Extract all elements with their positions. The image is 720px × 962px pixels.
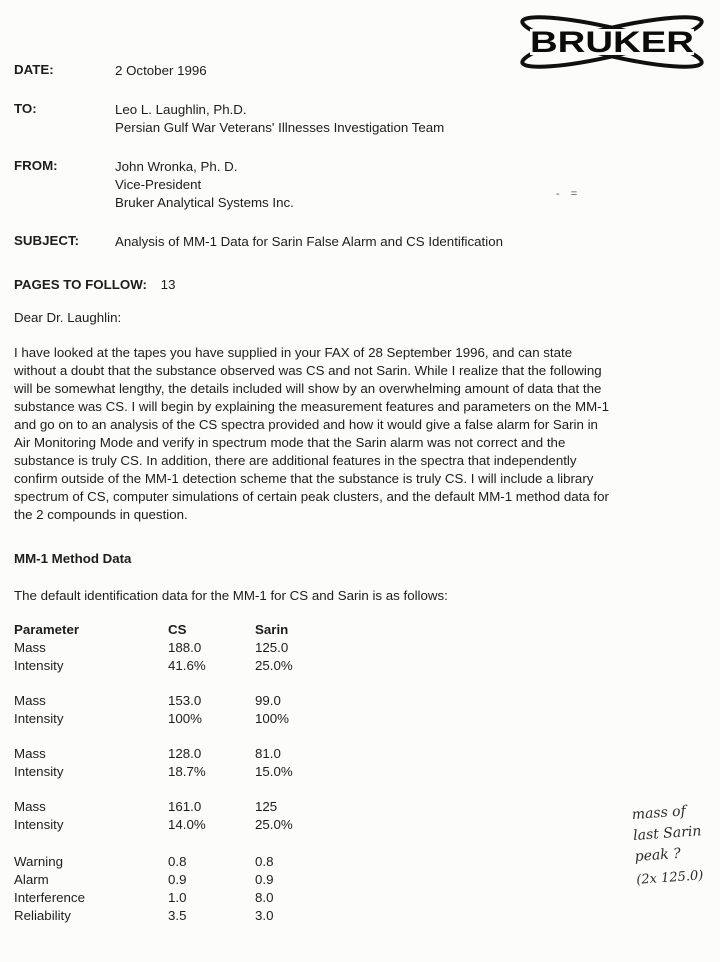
pages-label: PAGES TO FOLLOW: <box>14 277 147 292</box>
handwritten-note-line: mass of <box>631 803 687 824</box>
cs-cell: 14.0% <box>168 817 206 832</box>
sarin-cell: 0.8 <box>255 854 274 869</box>
to-recipient-org: Persian Gulf War Veterans' Illnesses Investigation Team <box>115 120 445 135</box>
param-cell: Intensity <box>14 711 64 726</box>
to-label: TO: <box>14 101 37 116</box>
param-cell: Warning <box>14 854 64 869</box>
sarin-cell: 3.0 <box>255 908 274 923</box>
table-row <box>14 816 618 834</box>
param-cell: Reliability <box>14 908 71 923</box>
date-label: DATE: <box>14 62 54 77</box>
table-intro: The default identification data for the MM-1 for CS and Sarin is as follows: <box>14 588 448 603</box>
sarin-cell: 100% <box>255 711 290 726</box>
memo-field-from <box>14 158 618 212</box>
sarin-cell: 8.0 <box>255 890 274 905</box>
cs-cell: 1.0 <box>168 890 187 905</box>
table-row <box>14 745 618 763</box>
param-cell: Intensity <box>14 764 64 779</box>
from-sender-company: Bruker Analytical Systems Inc. <box>115 195 294 210</box>
cs-cell: 100% <box>168 711 203 726</box>
sarin-cell: 25.0% <box>255 658 293 673</box>
pages-to-follow <box>14 276 618 294</box>
memo-content <box>14 62 618 925</box>
table-header-row <box>14 621 618 639</box>
handwritten-note-line: (2x 125.0) <box>635 868 704 888</box>
param-cell: Intensity <box>14 817 64 832</box>
sarin-cell: 0.9 <box>255 872 274 887</box>
sarin-cell: 15.0% <box>255 764 293 779</box>
cs-cell: 161.0 <box>168 799 202 814</box>
handwritten-note-line: peak ? <box>634 845 682 865</box>
header-parameter: Parameter <box>14 622 80 637</box>
cs-cell: 188.0 <box>168 640 202 655</box>
cs-cell: 0.8 <box>168 854 187 869</box>
memo-field-to <box>14 101 618 137</box>
body-paragraph: I have looked at the tapes you have supplied in your FAX of 28 September 1996, and can state without a doubt that the substance observed was CS and not Sarin. While I realize that the following will be somewhat lengthy, the details included will show by an overwhelming amount of data that the substance was CS. I will begin by explaining the measurement features and parameters on the MM-1 and go on to an analysis of the CS spectra provided and how it would give a false alarm for Sarin in Air Monitoring Mode and verify in spectrum mode that the Sarin alarm was not correct and the substance is truly CS. In addition, there are additional features in the spectra that independently confirm outside of the MM-1 detection scheme that the substance is truly CS. I will include a library spectrum of CS, computer simulations of certain peak clusters, and the default MM-1 method data for the 2 compounds in question. <box>14 345 609 522</box>
handwritten-note-line: last Sarin <box>632 823 702 845</box>
cs-cell: 3.5 <box>168 908 187 923</box>
param-cell: Interference <box>14 890 85 905</box>
logo-wordmark: BRUKER <box>530 26 695 59</box>
table-row <box>14 907 618 925</box>
from-label: FROM: <box>14 158 58 173</box>
table-row <box>14 798 618 816</box>
cs-cell: 41.6% <box>168 658 206 673</box>
handwritten-note <box>631 799 720 891</box>
from-value <box>115 158 294 212</box>
memo-field-date <box>14 62 618 80</box>
table-row <box>14 710 618 728</box>
header-sarin: Sarin <box>255 622 289 637</box>
cs-cell: 0.9 <box>168 872 187 887</box>
param-cell: Mass <box>14 693 46 708</box>
scan-artifact: - = <box>556 188 582 200</box>
table-row <box>14 692 618 710</box>
table-row <box>14 639 618 657</box>
subject-value: Analysis of MM-1 Data for Sarin False Alarm and CS Identification <box>115 234 503 249</box>
salutation: Dear Dr. Laughlin: <box>14 310 122 325</box>
cs-cell: 128.0 <box>168 746 202 761</box>
pages-value: 13 <box>160 277 176 292</box>
memo-field-subject <box>14 233 618 251</box>
table-row <box>14 763 618 781</box>
section-heading: MM-1 Method Data <box>14 551 132 566</box>
to-value <box>115 101 444 137</box>
cs-cell: 18.7% <box>168 764 206 779</box>
param-cell: Mass <box>14 640 46 655</box>
param-cell: Mass <box>14 799 46 814</box>
sarin-cell: 25.0% <box>255 817 293 832</box>
table-row <box>14 871 618 889</box>
param-cell: Intensity <box>14 658 64 673</box>
param-cell: Mass <box>14 746 46 761</box>
to-recipient-name: Leo L. Laughlin, Ph.D. <box>115 102 247 117</box>
sarin-cell: 81.0 <box>255 746 281 761</box>
from-sender-title: Vice-President <box>115 177 202 192</box>
sarin-cell: 125.0 <box>255 640 289 655</box>
sarin-cell: 125 <box>255 799 278 814</box>
cs-cell: 153.0 <box>168 693 202 708</box>
subject-label: SUBJECT: <box>14 233 80 248</box>
table-row <box>14 889 618 907</box>
table-row <box>14 657 618 675</box>
header-cs: CS <box>168 622 187 637</box>
from-sender-name: John Wronka, Ph. D. <box>115 159 238 174</box>
param-cell: Alarm <box>14 872 49 887</box>
date-value: 2 October 1996 <box>115 63 207 78</box>
table-row <box>14 853 618 871</box>
method-data-table <box>14 621 618 925</box>
sarin-cell: 99.0 <box>255 693 281 708</box>
